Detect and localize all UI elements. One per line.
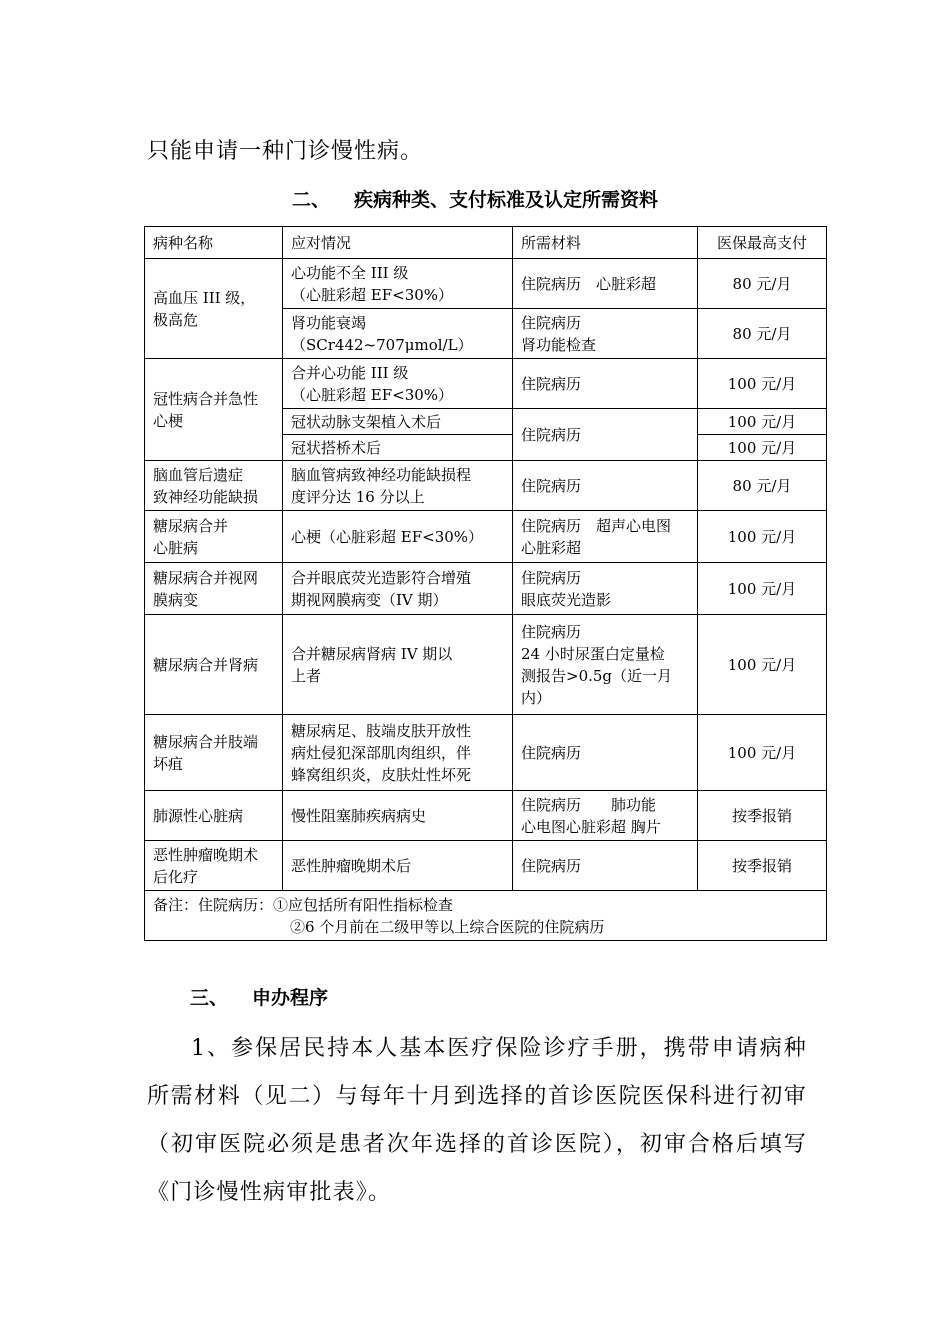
table-row (145, 461, 827, 511)
material-cell: 住院病历 (513, 359, 698, 409)
table-row (145, 615, 827, 715)
material-cell: 住院病历 (513, 461, 698, 511)
table-row (145, 511, 827, 563)
situation-cell: 慢性阻塞肺疾病病史 (283, 791, 513, 841)
material-cell: 住院病历 (513, 409, 698, 461)
disease-cell: 糖尿病合并肢端 坏疽 (145, 715, 283, 791)
table-note-row (145, 891, 827, 941)
material-cell: 住院病历 24 小时尿蛋白定量检 测报告>0.5g（近一月 内） (513, 615, 698, 715)
pay-cell: 80 元/月 (698, 309, 827, 359)
section-3-number: 三、 (190, 987, 229, 1009)
situation-cell: 合并心功能 III 级 （心脏彩超 EF<30%） (283, 359, 513, 409)
pay-cell: 100 元/月 (698, 715, 827, 791)
table-note: 备注：住院病历：①应包括所有阳性指标检查 ②6 个月前在二级甲等以上综合医院的住院病历 (145, 891, 827, 941)
table-row (145, 359, 827, 409)
disease-cell: 脑血管后遗症 致神经功能缺损 (145, 461, 283, 511)
procedure-paragraph: 1、参保居民持本人基本医疗保险诊疗手册，携带申请病种所需材料（见二）与每年十月到选择的首诊医院医保科进行初审（初审医院必须是患者次年选择的首诊医院），初审合格后填写《门诊慢性病审批表》。 (147, 1036, 807, 1205)
situation-cell: 脑血管病致神经功能缺损程 度评分达 16 分以上 (283, 461, 513, 511)
material-cell: 住院病历 肺功能 心电图心脏彩超 胸片 (513, 791, 698, 841)
table-header-row (145, 227, 827, 259)
disease-cell: 糖尿病合并肾病 (145, 615, 283, 715)
header-cell: 病种名称 (145, 227, 283, 259)
disease-cell: 恶性肿瘤晚期术 后化疗 (145, 841, 283, 891)
table-row (145, 715, 827, 791)
pay-cell: 80 元/月 (698, 259, 827, 309)
pay-cell: 80 元/月 (698, 461, 827, 511)
pay-cell: 100 元/月 (698, 615, 827, 715)
disease-table (144, 226, 827, 941)
disease-cell: 肺源性心脏病 (145, 791, 283, 841)
situation-cell: 冠状搭桥术后 (283, 435, 513, 461)
header-cell: 所需材料 (513, 227, 698, 259)
situation-cell: 心梗（心脏彩超 EF<30%） (283, 511, 513, 563)
disease-cell: 糖尿病合并视网 膜病变 (145, 563, 283, 615)
section-3-title: 申办程序 (252, 987, 329, 1009)
disease-cell: 糖尿病合并 心脏病 (145, 511, 283, 563)
intro-paragraph: 只能申请一种门诊慢性病。 (147, 139, 424, 164)
table-row (145, 841, 827, 891)
header-cell: 应对情况 (283, 227, 513, 259)
table-row (145, 259, 827, 309)
section-3-heading (190, 983, 328, 1010)
table-row (145, 791, 827, 841)
pay-cell: 100 元/月 (698, 359, 827, 409)
header-cell: 医保最高支付 (698, 227, 827, 259)
material-cell: 住院病历 超声心电图 心脏彩超 (513, 511, 698, 563)
disease-cell: 高血压 III 级， 极高危 (145, 259, 283, 359)
situation-cell: 恶性肿瘤晚期术后 (283, 841, 513, 891)
disease-cell: 冠性病合并急性 心梗 (145, 359, 283, 461)
material-cell: 住院病历 (513, 841, 698, 891)
pay-cell: 100 元/月 (698, 409, 827, 435)
situation-cell: 合并糖尿病肾病 IV 期以 上者 (283, 615, 513, 715)
pay-cell: 100 元/月 (698, 563, 827, 615)
section-2-heading (0, 185, 950, 212)
pay-cell: 100 元/月 (698, 435, 827, 461)
pay-cell: 按季报销 (698, 841, 827, 891)
situation-cell: 合并眼底荧光造影符合增殖 期视网膜病变（IV 期） (283, 563, 513, 615)
situation-cell: 糖尿病足、肢端皮肤开放性 病灶侵犯深部肌肉组织，伴 蜂窝组织炎，皮肤灶性坏死 (283, 715, 513, 791)
situation-cell: 心功能不全 III 级 （心脏彩超 EF<30%） (283, 259, 513, 309)
pay-cell: 按季报销 (698, 791, 827, 841)
material-cell: 住院病历 肾功能检查 (513, 309, 698, 359)
material-cell: 住院病历 心脏彩超 (513, 259, 698, 309)
section-2-title: 疾病种类、支付标准及认定所需资料 (354, 189, 659, 211)
material-cell: 住院病历 (513, 715, 698, 791)
situation-cell: 冠状动脉支架植入术后 (283, 409, 513, 435)
material-cell: 住院病历 眼底荧光造影 (513, 563, 698, 615)
situation-cell: 肾功能衰竭 （SCr442~707μmol/L） (283, 309, 513, 359)
table-row (145, 563, 827, 615)
section-2-number: 二、 (291, 189, 330, 211)
pay-cell: 100 元/月 (698, 511, 827, 563)
